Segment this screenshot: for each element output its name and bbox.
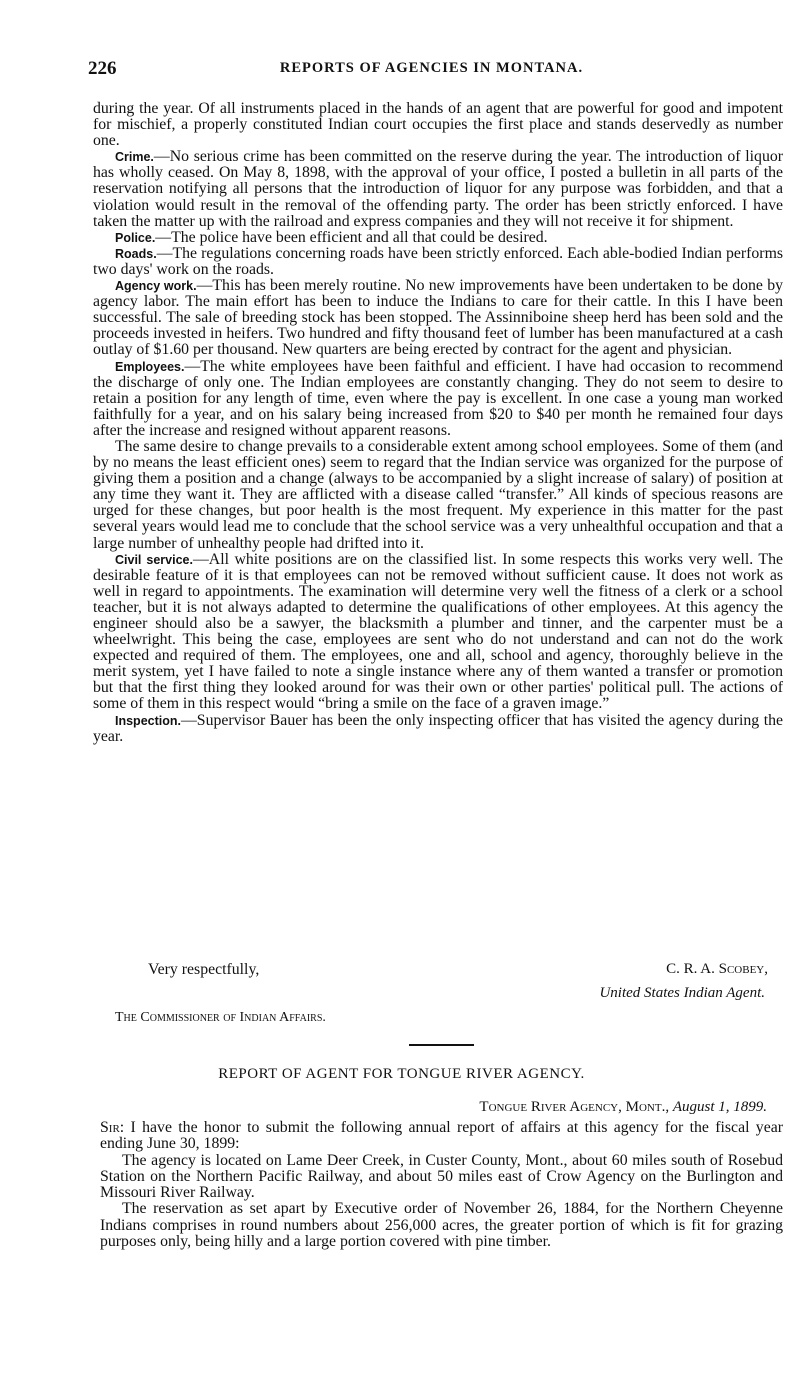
report-body-tongue-river xyxy=(100,1120,783,1250)
salutation-paragraph xyxy=(100,1120,783,1153)
employees-paragraph xyxy=(93,359,783,439)
agent-title: United States Indian Agent. xyxy=(599,985,765,1001)
inspection-heading: Inspection. xyxy=(115,713,181,728)
civil-service-text: —All white positions are on the classified list. In some respects this works very well. The desirable feature of it is that employees can not be removed without sufficient cause. It does not work as well in regard to appointments. The examination will determine very well the fitness of a clerk or a school teacher, but it is not always adapted to determine the qualifications of other employees. At this agency the engineer should also be a sawyer, the blacksmith a plumber and tinner, and the carpenter must be a wheelwright. This being the case, employees are sent who do not understand and can not do the work expected and required of them. The employees, one and all, school and agency, thoroughly believe in the merit system, yet I have failed to note a single instance where any of them wanted a transfer or promotion but that the first thing they looked around for was their own or other parties' political pull. The actions of some of them in this respect would “bring a smile on the face of a graven image.” xyxy=(93,550,783,713)
crime-text: —No serious crime has been committed on the reserve during the year. The introduction of liquor has wholly ceased. On May 8, 1898, with the approval of your office, I posted a bulletin in all parts of the reservation notifying all persons that the introduction of liquor for any purpose was forbidden, and that a violation would result in the removal of the offending party. The order has been strictly enforced. I have taken the matter up with the railroad and express companies and they will not receive it for shipment. xyxy=(93,148,783,230)
closing-phrase: Very respectfully, xyxy=(148,961,260,978)
report-body-assinniboine xyxy=(93,101,783,745)
police-text: —The police have been efficient and all that could be desired. xyxy=(155,228,548,246)
roads-text: —The regulations concerning roads have been strictly enforced. Each able-bodied Indian performs two days' work on the roads. xyxy=(93,244,783,278)
dateline-date: August 1, 1899. xyxy=(672,1099,767,1115)
section-divider xyxy=(409,1044,474,1046)
employees-heading: Employees. xyxy=(115,359,185,374)
civil-service-paragraph xyxy=(93,552,783,713)
inspection-paragraph xyxy=(93,713,783,745)
salutation-text: I have the honor to submit the following annual report of affairs at this agency for the fiscal year ending June 30, 1899: xyxy=(100,1119,783,1153)
agency-work-text: —This has been merely routine. No new improvements have been undertaken to be done by agency labor. The main effort has been to induce the Indians to care for their cattle. In this I have been successful. The sale of breeding stock has been stopped. The Assinniboine sheep herd has been sold and the proceeds invested in heifers. Two hundred and fifty thousand feet of lumber has been manufactured at a cash outlay of $1.60 per thousand. New quarters are being erected by contract for the agent and physician. xyxy=(93,277,783,359)
employees-text: —The white employees have been faithful and efficient. I have had occasion to recommend the discharge of only one. The Indian employees are constantly changing. They do not seem to desire to retain a position for any length of time, even where the pay is excellent. In one case a young man worked faithfully for a year, and on his salary being increased from $20 to $40 per month he remained four days after the increase and resigned without apparent reasons. xyxy=(93,357,783,439)
school-employees-paragraph: The same desire to change prevails to a considerable extent among school employees. Some of them (and by no means the least efficient ones) seem to regard that the Indian service was organized for the purpose of giving them a position and a change (always to be accompanied by a slight increase of salary) of position at any time they want it. They are afflicted with a disease called “transfer.” All kinds of specious reasons are urged for these changes, but poor health is the most frequent. My experience in this matter for the past several years would lead me to conclude that the school service was a very unhealthful occupation and that a large number of unhealthy people had drifted into it. xyxy=(93,437,783,552)
roads-heading: Roads. xyxy=(115,246,157,261)
dateline xyxy=(479,1099,767,1116)
agent-name: C. R. A. Scobey, xyxy=(666,961,768,977)
running-title: REPORTS OF AGENCIES IN MONTANA. xyxy=(279,60,584,76)
report-title: REPORT OF AGENT FOR TONGUE RIVER AGENCY. xyxy=(218,1066,585,1082)
page-number: 226 xyxy=(88,58,117,79)
page-header xyxy=(88,58,775,84)
agency-work-heading: Agency work. xyxy=(115,279,197,294)
agency-work-paragraph xyxy=(93,278,783,358)
dateline-place: Tongue River Agency, Mont., xyxy=(479,1099,670,1115)
roads-paragraph xyxy=(93,246,783,278)
intro-paragraph: during the year. Of all instruments placed in the hands of an agent that are powerful for good and impotent for mischief, a properly constituted Indian court occupies the first place and stands deservedly as number one. xyxy=(93,100,783,150)
location-paragraph: The agency is located on Lame Deer Creek, in Custer County, Mont., about 60 miles south of Rosebud Station on the Northern Pacific Railway, and about 50 miles east of Crow Agency on the Burlington and Missouri River Railway. xyxy=(100,1151,783,1202)
crime-paragraph xyxy=(93,149,783,229)
salutation: Sir: xyxy=(100,1119,125,1136)
police-heading: Police. xyxy=(115,230,156,245)
addressee: The Commissioner of Indian Affairs. xyxy=(115,1010,326,1025)
civil-service-heading: Civil service. xyxy=(115,552,193,567)
crime-heading: Crime. xyxy=(115,150,154,165)
inspection-text: —Supervisor Bauer has been the only inspecting officer that has visited the agency during the year. xyxy=(93,711,783,745)
police-paragraph xyxy=(93,230,783,246)
reservation-paragraph: The reservation as set apart by Executive order of November 26, 1884, for the Northern Cheyenne Indians comprises in round numbers about 256,000 acres, the greater portion of which is fit for grazing purposes only, being hilly and a large portion covered with pine timber. xyxy=(100,1200,783,1251)
